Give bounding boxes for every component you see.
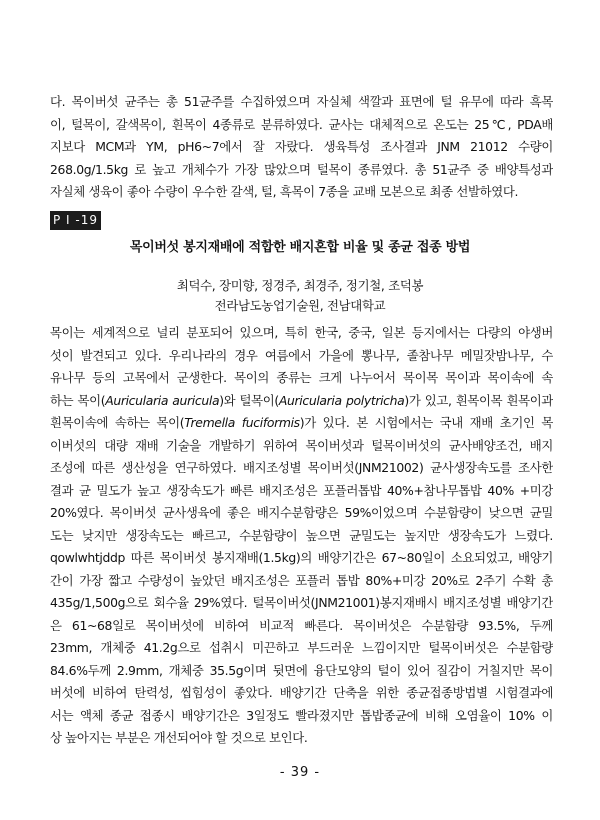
intro-paragraph	[50, 91, 553, 204]
text-line: 23mm, 개체중 41.2g으로 섭취시 미끈하고 부드러운 느낌이지만 털목이버섯은 수분함량	[50, 640, 553, 655]
text-line: 다. 목이버섯 균주는 총 51균주를 수집하였으며 자실체 색깔과 표면에 털 유무에 따라 흑목	[50, 94, 553, 109]
text-line: 목이는 세계적으로 널리 분포되어 있으며, 특히 한국, 중국, 일본 등지에서는 다량의 야생버	[50, 325, 553, 340]
species-name: Auricularia polytricha	[278, 392, 405, 408]
text-line: 이버섯의 대량 재배 기술을 개발하기 위하여 목이버섯과 털목이버섯의 균사배양조건, 배지	[50, 437, 553, 453]
text-line: 버섯에 비하여 탄력성, 씹힘성이 좋았다. 배양기간 단축을 위한 종균접종방법별 시험결과에	[50, 685, 553, 700]
text-line: 간이 가장 짧고 수량성이 높았던 배지조성은 포플러 톱밥 80%+미강 20%로 2주기 수확 총	[50, 572, 553, 588]
author-list: 최덕수, 장미향, 정경주, 최경주, 정기철, 조덕봉	[176, 278, 424, 293]
text-line: 서는 액체 종균 접종시 배양기간은 3일정도 빨라졌지만 톱밥종균에 비해 오염율이 10% 이	[50, 707, 553, 723]
abstract-id-badge: P I -19	[50, 211, 101, 230]
text-segment: 하는 목이(	[50, 392, 106, 408]
text-line: 결과 균 밀도가 높고 생장속도가 빠른 배지조성은 포플러톱밥 40%+참나무톱밥 40% +미강	[50, 482, 553, 498]
species-name: Auricularia auricula	[105, 392, 220, 408]
text-segment: )가 있고, 흰목이목 흰목이과	[404, 392, 553, 408]
page-number: - 39 -	[279, 765, 321, 780]
text-line: 섯이 발견되고 있다. 우리나라의 경우 여름에서 가을에 뽕나무, 졸참나무 메밀잣밤나무, 수	[50, 347, 553, 363]
text-line: 상 높아지는 부분은 개선되어야 할 것으로 보인다.	[50, 730, 308, 745]
text-line: qowlwhtjddp 따른 목이버섯 봉지재배(1.5kg)의 배양기간은 67~80일이 소요되었고, 배양기	[50, 550, 553, 565]
text-segment: )가 있다. 본 시험에서는 국내 재배 초기인 목	[299, 415, 553, 430]
text-line: 435g/1,500g으로 회수율 29%였다. 털목이버섯(JNM21001)봉지재배시 배지조성별 배양기간	[50, 595, 553, 610]
abstract-body	[50, 322, 553, 750]
author-block	[0, 276, 600, 316]
species-name: Tremella fuciformis	[184, 415, 300, 430]
text-line: 268.0g/1.5kg 로 높고 개체수가 가장 많았으며 털목이 종류였다. 총 51균주 중 배양특성과	[50, 161, 553, 177]
text-line	[50, 390, 553, 413]
text-line: 은 61~68일로 목이버섯에 비하여 비교적 빠른다. 목이버섯은 수분함량 93.5%, 두께	[50, 617, 553, 633]
text-line: 20%였다. 목이버섯 균사생육에 좋은 배지수분함량은 59%이었으며 수분함량이 낮으면 균밀	[50, 505, 553, 520]
text-segment: 흰목이속에 속하는 목이(	[50, 415, 185, 430]
text-line: 이, 털목이, 갈색목이, 흰목이 4종류로 분류하였다. 균사는 대체적으로 온도는 25℃, PDA배	[50, 116, 553, 132]
text-line: 조성에 따른 생산성을 연구하였다. 배지조성별 목이버섯(JNM21002) 균사생장속도를 조사한	[50, 460, 553, 475]
text-segment: )와 털목이(	[219, 392, 279, 408]
text-line: 지보다 MCM과 YM, pH6~7에서 잘 자랐다. 생육특성 조사결과 JNM 21012 수량이	[50, 139, 553, 154]
abstract-title: 목이버섯 봉지재배에 적합한 배지혼합 비율 및 종균 접종 방법	[129, 240, 471, 255]
text-line: 도는 낮지만 생장속도는 빠르고, 수분함량이 높으면 균밀도는 높지만 생장속도가 느렸다.	[50, 527, 553, 543]
text-line: 84.6%두께 2.9mm, 개체중 35.5g이며 뒷면에 융단모양의 털이 있어 질감이 거칠지만 목이	[50, 662, 553, 678]
text-line	[50, 412, 553, 435]
text-line: 자실체 생육이 좋아 수량이 우수한 갈색, 털, 흑목이 7종을 교배 모본으로 최종 선발하였다.	[50, 184, 519, 199]
text-line: 유나무 등의 고목에서 군생한다. 목이의 종류는 크게 나누어서 목이목 목이과 목이속에 속	[50, 370, 553, 385]
affiliation: 전라남도농업기술원, 전남대학교	[214, 298, 386, 313]
